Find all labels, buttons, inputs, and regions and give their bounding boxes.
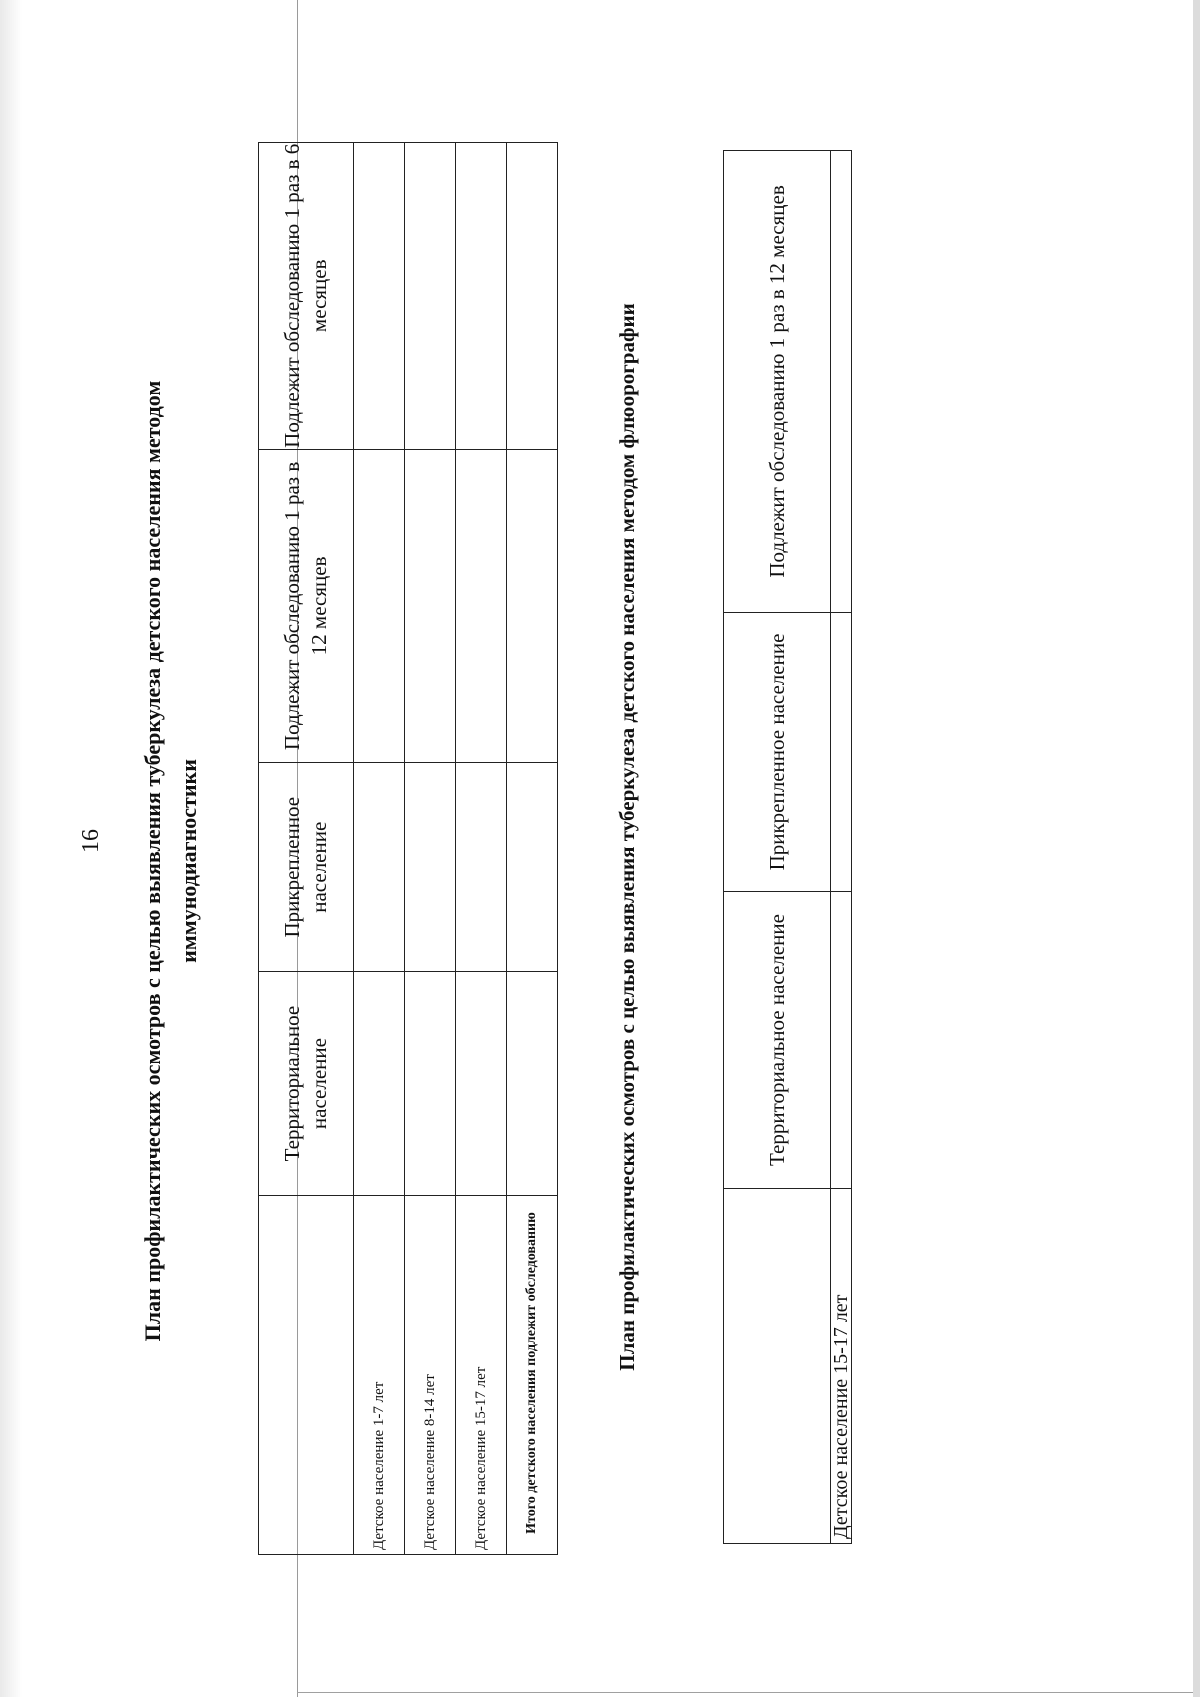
table-row (456, 143, 507, 1555)
table-cell[interactable] (354, 763, 405, 972)
page-number: 16 (78, 829, 104, 853)
row-label: Детское население 15-17 лет (831, 1189, 852, 1544)
table-cell[interactable] (405, 972, 456, 1196)
table-row (354, 143, 405, 1555)
table-cell[interactable] (831, 151, 852, 613)
header-exam-12-months: Подлежит обследованию 1 раз в 12 месяцев (259, 449, 354, 763)
header-cell-empty (259, 1196, 354, 1555)
row-label: Детское население 1-7 лет (354, 1196, 405, 1555)
row-label: Детское население 15-17 лет (456, 1196, 507, 1555)
section1-title-line1: План профилактических осмотров с целью выявления туберкулеза детского населения методом (140, 380, 165, 1342)
header-territorial-population: Территориальное население (724, 892, 831, 1189)
table-cell[interactable] (405, 763, 456, 972)
table-cell[interactable] (405, 143, 456, 450)
table-cell[interactable] (831, 892, 852, 1189)
table-header-row (724, 151, 831, 1544)
header-attached-population: Прикрепленное население (724, 612, 831, 891)
section1-title-line2: иммунодиагностики (176, 759, 201, 963)
table-cell[interactable] (354, 972, 405, 1196)
table-cell[interactable] (354, 449, 405, 763)
row-label-total: Итого детского населения подлежит обследованию (507, 1196, 558, 1555)
table-row (831, 151, 852, 1544)
header-territorial-population: Территориальное население (259, 972, 354, 1196)
immunodiagnostics-plan-table (258, 142, 558, 1555)
table-cell[interactable] (507, 972, 558, 1196)
row-label: Детское население 8-14 лет (405, 1196, 456, 1555)
header-cell-empty (724, 1189, 831, 1544)
table-cell[interactable] (507, 763, 558, 972)
table-row (405, 143, 456, 1555)
table-cell[interactable] (831, 612, 852, 891)
table-cell[interactable] (405, 449, 456, 763)
header-exam-6-months: Подлежит обследованию 1 раз в 6 месяцев (259, 143, 354, 450)
table-row-total (507, 143, 558, 1555)
table-cell[interactable] (456, 763, 507, 972)
header-attached-population: Прикрепленное население (259, 763, 354, 972)
table-cell[interactable] (456, 143, 507, 450)
table-header-row (259, 143, 354, 1555)
table-cell[interactable] (456, 972, 507, 1196)
table-cell[interactable] (354, 143, 405, 450)
fluorography-plan-table (723, 150, 852, 1544)
section1-title (135, 211, 207, 1511)
section2-title: План профилактических осмотров с целью выявления туберкулеза детского населения методом флюорографии (615, 303, 639, 1371)
table-cell[interactable] (507, 143, 558, 450)
table-cell[interactable] (507, 449, 558, 763)
header-exam-12-months: Подлежит обследованию 1 раз в 12 месяцев (724, 151, 831, 613)
table-cell[interactable] (456, 449, 507, 763)
